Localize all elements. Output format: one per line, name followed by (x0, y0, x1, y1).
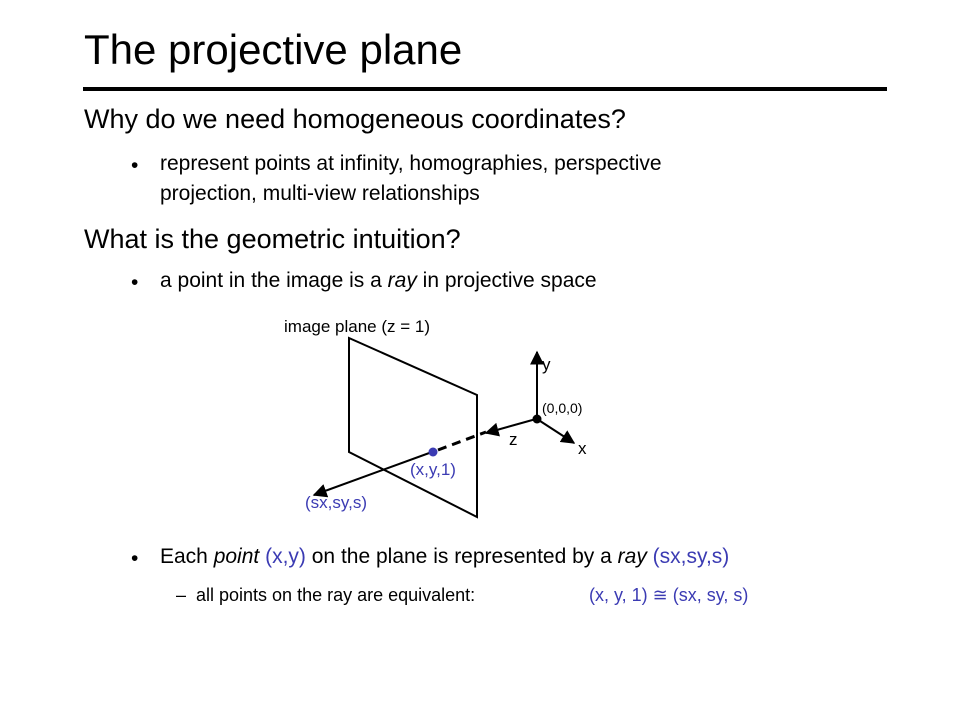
image-plane-label: image plane (z = 1) (284, 317, 430, 336)
bullet-dot: • (131, 154, 139, 177)
question-homogeneous: Why do we need homogeneous coordinates? (84, 104, 626, 134)
question-intuition: What is the geometric intuition? (84, 224, 461, 254)
x-axis (537, 419, 574, 443)
origin-point (533, 415, 542, 424)
image-point (429, 448, 438, 457)
image-point-label: (x,y,1) (410, 460, 456, 479)
sub-bullet-dash: – (176, 585, 187, 605)
slide-title: The projective plane (84, 26, 463, 73)
y-axis-label: y (542, 355, 551, 374)
equivalence-formula: (x, y, 1) ≅ (sx, sy, s) (589, 585, 749, 605)
ray-label: (sx,sy,s) (305, 493, 368, 512)
bullet-dot: • (131, 271, 139, 294)
origin-label: (0,0,0) (542, 400, 583, 416)
bullet-uses-line2: projection, multi-view relationships (160, 182, 480, 205)
sub-bullet-equivalence: all points on the ray are equivalent: (196, 585, 476, 605)
z-axis-label: z (509, 430, 518, 449)
x-axis-label: x (578, 439, 587, 458)
ray-dashed-segment (438, 432, 486, 450)
bullet-dot: • (131, 547, 139, 570)
bullet-ray-intuition: a point in the image is a ray in projective space (160, 269, 597, 292)
bullet-uses-line1: represent points at infinity, homographies, perspective (160, 152, 662, 175)
bullet-point-ray: Each point (x,y) on the plane is represented by a ray (sx,sy,s) (160, 545, 730, 568)
image-plane (349, 338, 477, 517)
